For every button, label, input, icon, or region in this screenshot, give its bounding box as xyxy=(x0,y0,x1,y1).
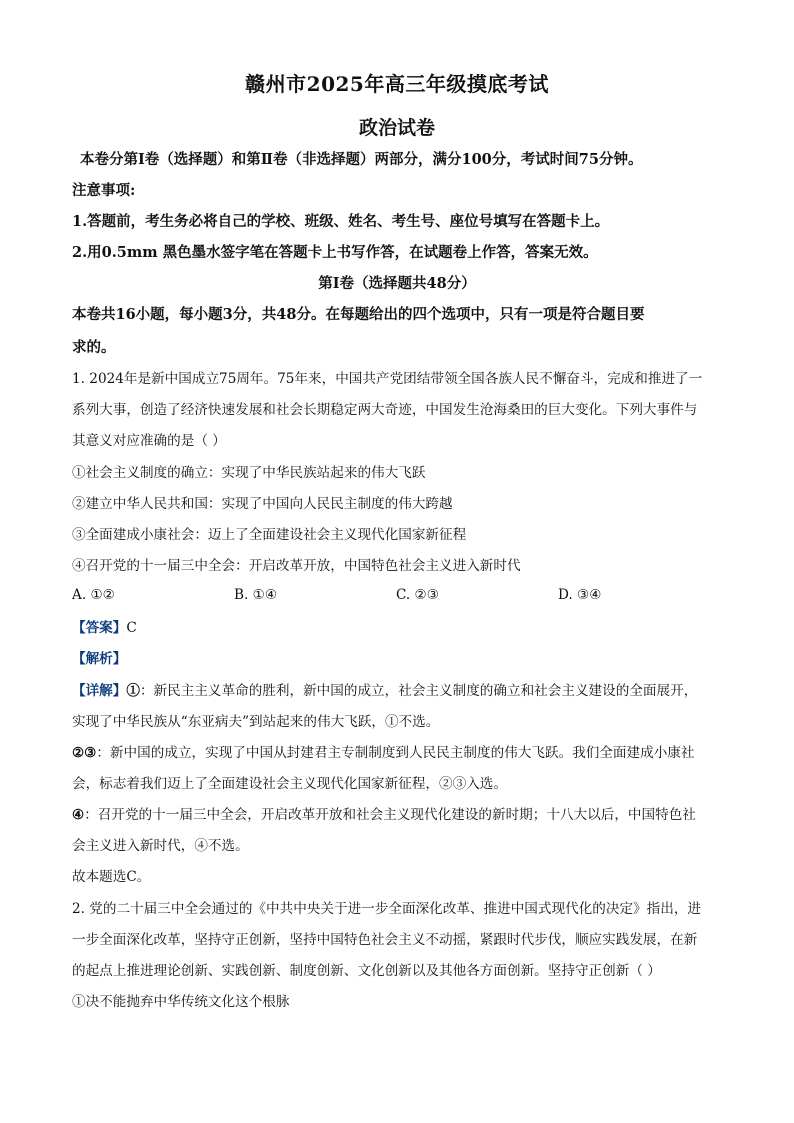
q2-stem-line-3: 的起点上推进理论创新、实践创新、制度创新、文化创新以及其他各方面创新。坚持守正创新（ ） xyxy=(72,963,661,979)
q1-detail-line-6: 会主义进入新时代，④不选。 xyxy=(72,838,249,854)
detail-tag: 【详解】 xyxy=(72,683,127,699)
section-heading: 第Ⅰ卷（选择题共48分） xyxy=(318,275,476,292)
q2-item-1: ①决不能抛弃中华传统文化这个根脉 xyxy=(72,994,290,1010)
q1-item-2: ②建立中华人民共和国：实现了中国向人民民主制度的伟大跨越 xyxy=(72,496,453,512)
q1-option-a: A. ①② xyxy=(72,587,115,603)
q1-detail-line-3 xyxy=(72,743,724,763)
detail-marker: ① xyxy=(126,683,140,699)
q1-stem-line-3: 其意义对应准确的是（ ） xyxy=(72,433,226,449)
note-1: 1.答题前，考生务必将自己的学校、班级、姓名、考生号、座位号填写在答题卡上。 xyxy=(72,213,610,230)
intro-line: 本卷分第Ⅰ卷（选择题）和第Ⅱ卷（非选择题）两部分，满分100分，考试时间75分钟。 xyxy=(80,151,643,168)
q1-conclusion: 故本题选C。 xyxy=(72,869,151,885)
detail-marker: ②③ xyxy=(72,745,97,761)
q2-stem-line-2: 一步全面深化改革，坚持守正创新，坚持中国特色社会主义不动摇，紧跟时代步伐，顺应实践发展，在新 xyxy=(72,932,698,948)
q1-option-b: B. ①④ xyxy=(234,587,278,603)
detail-text: ：召开党的十一届三中全会，开启改革开放和社会主义现代化建设的新时期；十八大以后，中国特色社 xyxy=(84,807,696,823)
answer-value: C xyxy=(126,620,137,636)
exam-subject: 政治试卷 xyxy=(358,117,435,139)
section-instructions-2: 求的。 xyxy=(72,339,116,356)
q1-item-3: ③全面建成小康社会：迈上了全面建设社会主义现代化国家新征程 xyxy=(72,527,467,543)
exam-title: 赣州市2025年高三年级摸底考试 xyxy=(245,72,549,96)
section-instructions-1: 本卷共16小题，每小题3分，共48分。在每题给出的四个选项中，只有一项是符合题目要 xyxy=(72,306,645,323)
notes-heading: 注意事项: xyxy=(72,182,136,199)
q1-stem-line-2: 系列大事，创造了经济快速发展和社会长期稳定两大奇迹，中国发生沧海桑田的巨大变化。下列大事件与 xyxy=(72,402,698,418)
q2-stem-line-1: 2. 党的二十届三中全会通过的《中共中央关于进一步全面深化改革、推进中国式现代化的决定》指出，进 xyxy=(72,901,702,917)
answer-tag: 【答案】 xyxy=(72,620,127,636)
q1-option-d: D. ③④ xyxy=(558,587,602,603)
q1-item-1: ①社会主义制度的确立：实现了中华民族站起来的伟大飞跃 xyxy=(72,465,426,481)
detail-marker: ④ xyxy=(72,807,85,823)
q1-stem-line-1: 1. 2024年是新中国成立75周年。75年来，中国共产党团结带领全国各族人民不懈奋斗，完成和推进了一 xyxy=(72,371,703,387)
note-2: 2.用0.5mm 黑色墨水签字笔在答题卡上书写作答，在试题卷上作答，答案无效。 xyxy=(72,244,598,261)
q1-analysis-tag xyxy=(72,649,724,669)
q1-detail-line-1 xyxy=(72,681,724,701)
analysis-tag: 【解析】 xyxy=(72,651,127,667)
detail-text: ：新中国的成立，实现了中国从封建君主专制制度到人民民主制度的伟大飞跃。我们全面建成小康社 xyxy=(96,745,695,761)
q1-detail-line-2: 实现了中华民族从“东亚病夫”到站起来的伟大飞跃，①不选。 xyxy=(72,714,440,730)
q1-detail-line-4: 会，标志着我们迈上了全面建设社会主义现代化国家新征程，②③入选。 xyxy=(72,776,507,792)
q1-answer xyxy=(72,618,724,638)
q1-option-c: C. ②③ xyxy=(396,587,439,603)
q1-item-4: ④召开党的十一届三中全会：开启改革开放，中国特色社会主义进入新时代 xyxy=(72,558,521,574)
detail-text: ：新民主主义革命的胜利，新中国的成立，社会主义制度的确立和社会主义建设的全面展开， xyxy=(139,683,698,699)
q1-detail-line-5 xyxy=(72,805,724,825)
